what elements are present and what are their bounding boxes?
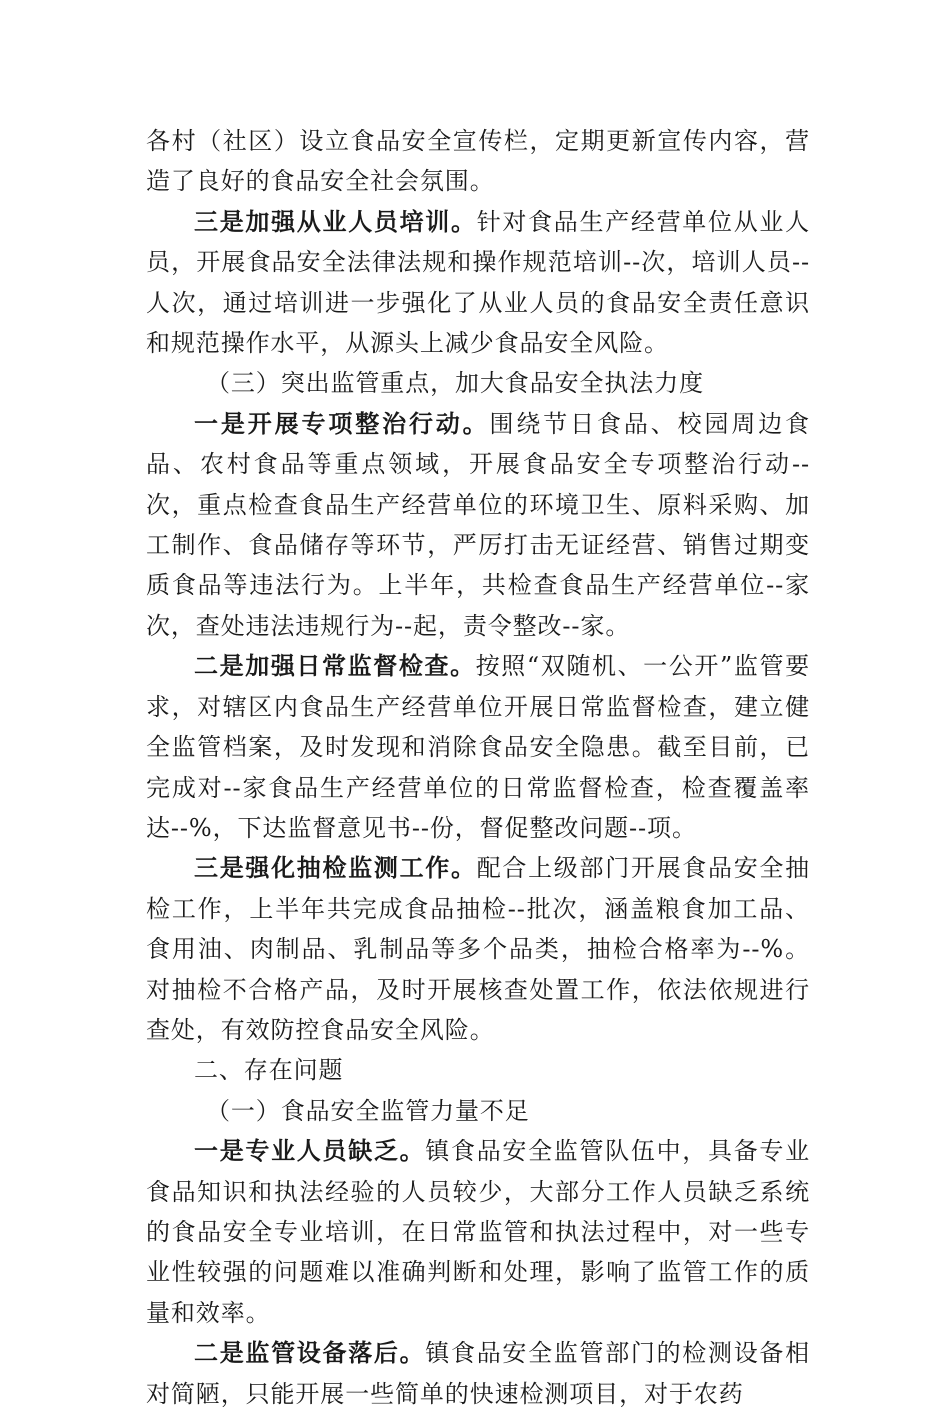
paragraph-special-action (146, 404, 810, 646)
paragraph-staff-shortage (146, 1131, 810, 1333)
document-page (146, 121, 810, 1414)
paragraph-continuation (146, 121, 810, 202)
section-heading-problems (146, 1050, 810, 1090)
paragraph-text: 按照“双随机、一公开”监管要求，对辖区内食品生产经营单位开展日常监督检查，建立健全监管档案，及时发现和消除食品安全隐患。截至目前，已完成对--家食品生产经营单位的日常监督检查，检查覆盖率达--%，下达监督意见书--份，督促整改问题--项。 (146, 652, 810, 842)
paragraph-lead: 三是加强从业人员培训。 (194, 207, 477, 236)
paragraph-text: 针对食品生产经营单位从业人员，开展食品安全法律法规和操作规范培训--次，培训人员--人次，通过培训进一步强化了从业人员的食品安全责任意识和规范操作水平，从源头上减少食品安全风险。 (146, 207, 810, 358)
paragraph-daily-inspection (146, 646, 810, 848)
paragraph-text: 镇食品安全监管部门的检测设备相对简陋，只能开展一些简单的快速检测项目，对于农药 (146, 1339, 810, 1408)
subheading-focus (146, 363, 810, 403)
paragraph-equipment (146, 1333, 810, 1414)
paragraph-sampling (146, 848, 810, 1050)
paragraph-lead: 二是加强日常监督检查。 (194, 652, 476, 681)
subheading-text: （三）突出监管重点，加大食品安全执法力度 (206, 369, 704, 398)
paragraph-text: 镇食品安全监管队伍中，具备专业食品知识和执法经验的人员较少，大部分工作人员缺乏系统的食品安全专业培训，在日常监管和执法过程中，对一些专业性较强的问题难以准确判断和处理，影响了监管工作的质量和效率。 (146, 1137, 810, 1327)
paragraph-text: 配合上级部门开展食品安全抽检工作，上半年共完成食品抽检--批次，涵盖粮食加工品、食用油、肉制品、乳制品等多个品类，抽检合格率为--%。对抽检不合格产品，及时开展核查处置工作，依法依规进行查处，有效防控食品安全风险。 (146, 854, 810, 1044)
paragraph-text: 围绕节日食品、校园周边食品、农村食品等重点领域，开展食品安全专项整治行动--次，重点检查食品生产经营单位的环境卫生、原料采购、加工制作、食品储存等环节，严厉打击无证经营、销售过期变质食品等违法行为。上半年，共检查食品生产经营单位--家次，查处违法违规行为--起，责令整改--家。 (146, 409, 810, 640)
paragraph-lead: 一是专业人员缺乏。 (194, 1137, 426, 1166)
paragraph-lead: 二是监管设备落后。 (194, 1339, 426, 1368)
paragraph-text: 各村（社区）设立食品安全宣传栏，定期更新宣传内容，营造了良好的食品安全社会氛围。 (146, 127, 810, 196)
paragraph-training (146, 202, 810, 364)
heading-text: 二、存在问题 (194, 1056, 344, 1085)
paragraph-lead: 一是开展专项整治行动。 (194, 409, 490, 438)
subheading-staffing (146, 1091, 810, 1131)
paragraph-lead: 三是强化抽检监测工作。 (194, 854, 477, 883)
subheading-text: （一）食品安全监管力量不足 (206, 1096, 530, 1125)
